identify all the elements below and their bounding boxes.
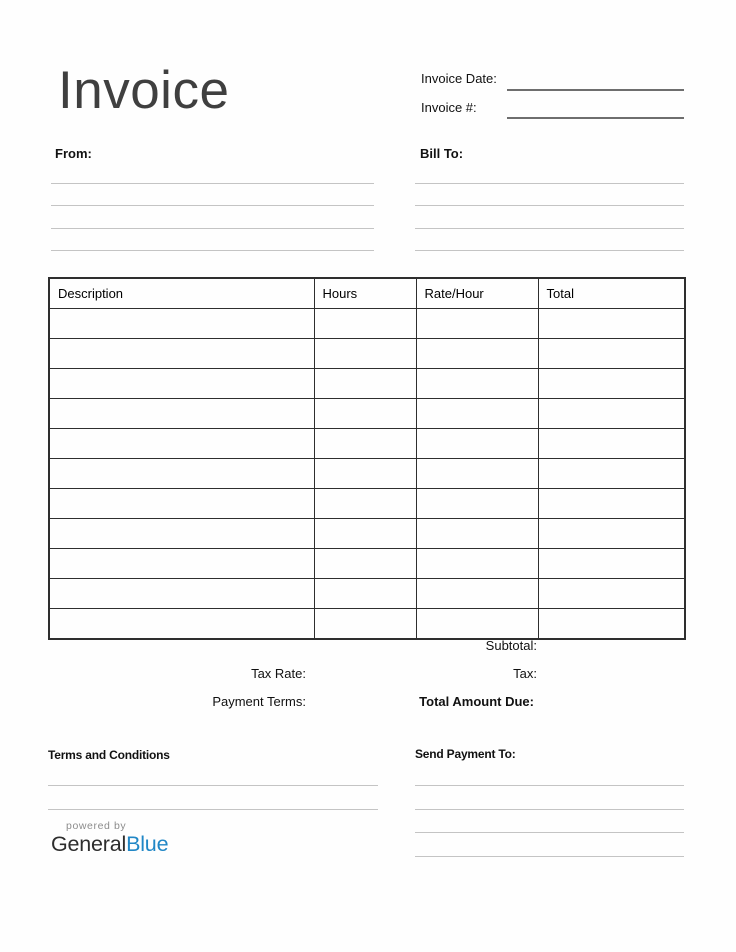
powered-by-text: powered by: [66, 820, 127, 832]
table-cell: [314, 579, 416, 609]
writing-line: [51, 205, 374, 206]
send-payment-to-label: Send Payment To:: [415, 747, 516, 761]
writing-line: [415, 856, 684, 857]
writing-line: [415, 785, 684, 786]
table-row: [49, 519, 685, 549]
table-row: [49, 459, 685, 489]
table-cell: [49, 549, 314, 579]
table-cell: [538, 459, 685, 489]
table-cell: [538, 519, 685, 549]
writing-line: [415, 832, 684, 833]
table-cell: [314, 429, 416, 459]
table-cell: [416, 339, 538, 369]
column-header-rate-hour: Rate/Hour: [416, 278, 538, 309]
table-cell: [416, 519, 538, 549]
brand-general-text: General: [51, 832, 127, 856]
table-cell: [314, 519, 416, 549]
table-cell: [314, 339, 416, 369]
table-cell: [49, 459, 314, 489]
brand-wordmark: [51, 832, 168, 856]
writing-line: [415, 228, 684, 229]
table-cell: [49, 369, 314, 399]
invoice-date-line: [507, 89, 684, 91]
table-cell: [314, 549, 416, 579]
page-title: Invoice: [58, 61, 230, 120]
table-cell: [416, 579, 538, 609]
table-cell: [49, 309, 314, 339]
writing-line: [415, 809, 684, 810]
tax-rate-label: Tax Rate:: [251, 666, 306, 681]
table-row: [49, 429, 685, 459]
table-row: [49, 369, 685, 399]
table-cell: [49, 519, 314, 549]
table-cell: [416, 429, 538, 459]
writing-line: [51, 183, 374, 184]
table-cell: [416, 609, 538, 640]
table-cell: [314, 309, 416, 339]
writing-line: [51, 228, 374, 229]
table-cell: [416, 399, 538, 429]
bill-to-label: Bill To:: [420, 146, 464, 161]
table-header-row: [49, 278, 685, 309]
table-cell: [49, 489, 314, 519]
table-cell: [538, 339, 685, 369]
table-cell: [538, 609, 685, 640]
writing-line: [415, 205, 684, 206]
terms-and-conditions-label: Terms and Conditions: [48, 748, 170, 762]
line-items-table: [48, 277, 686, 640]
table-cell: [49, 609, 314, 640]
writing-line: [51, 250, 374, 251]
table-cell: [538, 429, 685, 459]
writing-line: [415, 250, 684, 251]
table-cell: [416, 369, 538, 399]
table-cell: [538, 399, 685, 429]
brand-blue-text: Blue: [126, 832, 169, 856]
column-header-hours: Hours: [314, 278, 416, 309]
total-amount-due-label: Total Amount Due:: [419, 694, 534, 709]
table-cell: [314, 369, 416, 399]
table-row: [49, 609, 685, 640]
from-label: From:: [55, 146, 92, 161]
table-row: [49, 399, 685, 429]
table-cell: [314, 399, 416, 429]
table-cell: [538, 309, 685, 339]
tax-label: Tax:: [513, 666, 537, 681]
table-cell: [49, 399, 314, 429]
generalblue-logo: [51, 820, 168, 856]
payment-terms-label: Payment Terms:: [212, 694, 306, 709]
column-header-total: Total: [538, 278, 685, 309]
table-cell: [314, 459, 416, 489]
table-row: [49, 339, 685, 369]
writing-line: [48, 785, 378, 786]
table-cell: [49, 339, 314, 369]
table-cell: [416, 459, 538, 489]
invoice-number-line: [507, 117, 684, 119]
table-cell: [314, 489, 416, 519]
table-row: [49, 309, 685, 339]
table-cell: [416, 549, 538, 579]
table-row: [49, 549, 685, 579]
invoice-date-label: Invoice Date:: [421, 71, 497, 86]
writing-line: [415, 183, 684, 184]
subtotal-label: Subtotal:: [485, 638, 537, 653]
table-cell: [416, 489, 538, 519]
table-cell: [538, 369, 685, 399]
table-cell: [49, 579, 314, 609]
table-cell: [314, 609, 416, 640]
table-cell: [416, 309, 538, 339]
table-cell: [538, 489, 685, 519]
table-cell: [538, 549, 685, 579]
writing-line: [48, 809, 378, 810]
table-cell: [538, 579, 685, 609]
invoice-number-label: Invoice #:: [421, 100, 477, 115]
table-cell: [49, 429, 314, 459]
table-row: [49, 579, 685, 609]
column-header-description: Description: [49, 278, 314, 309]
table-row: [49, 489, 685, 519]
